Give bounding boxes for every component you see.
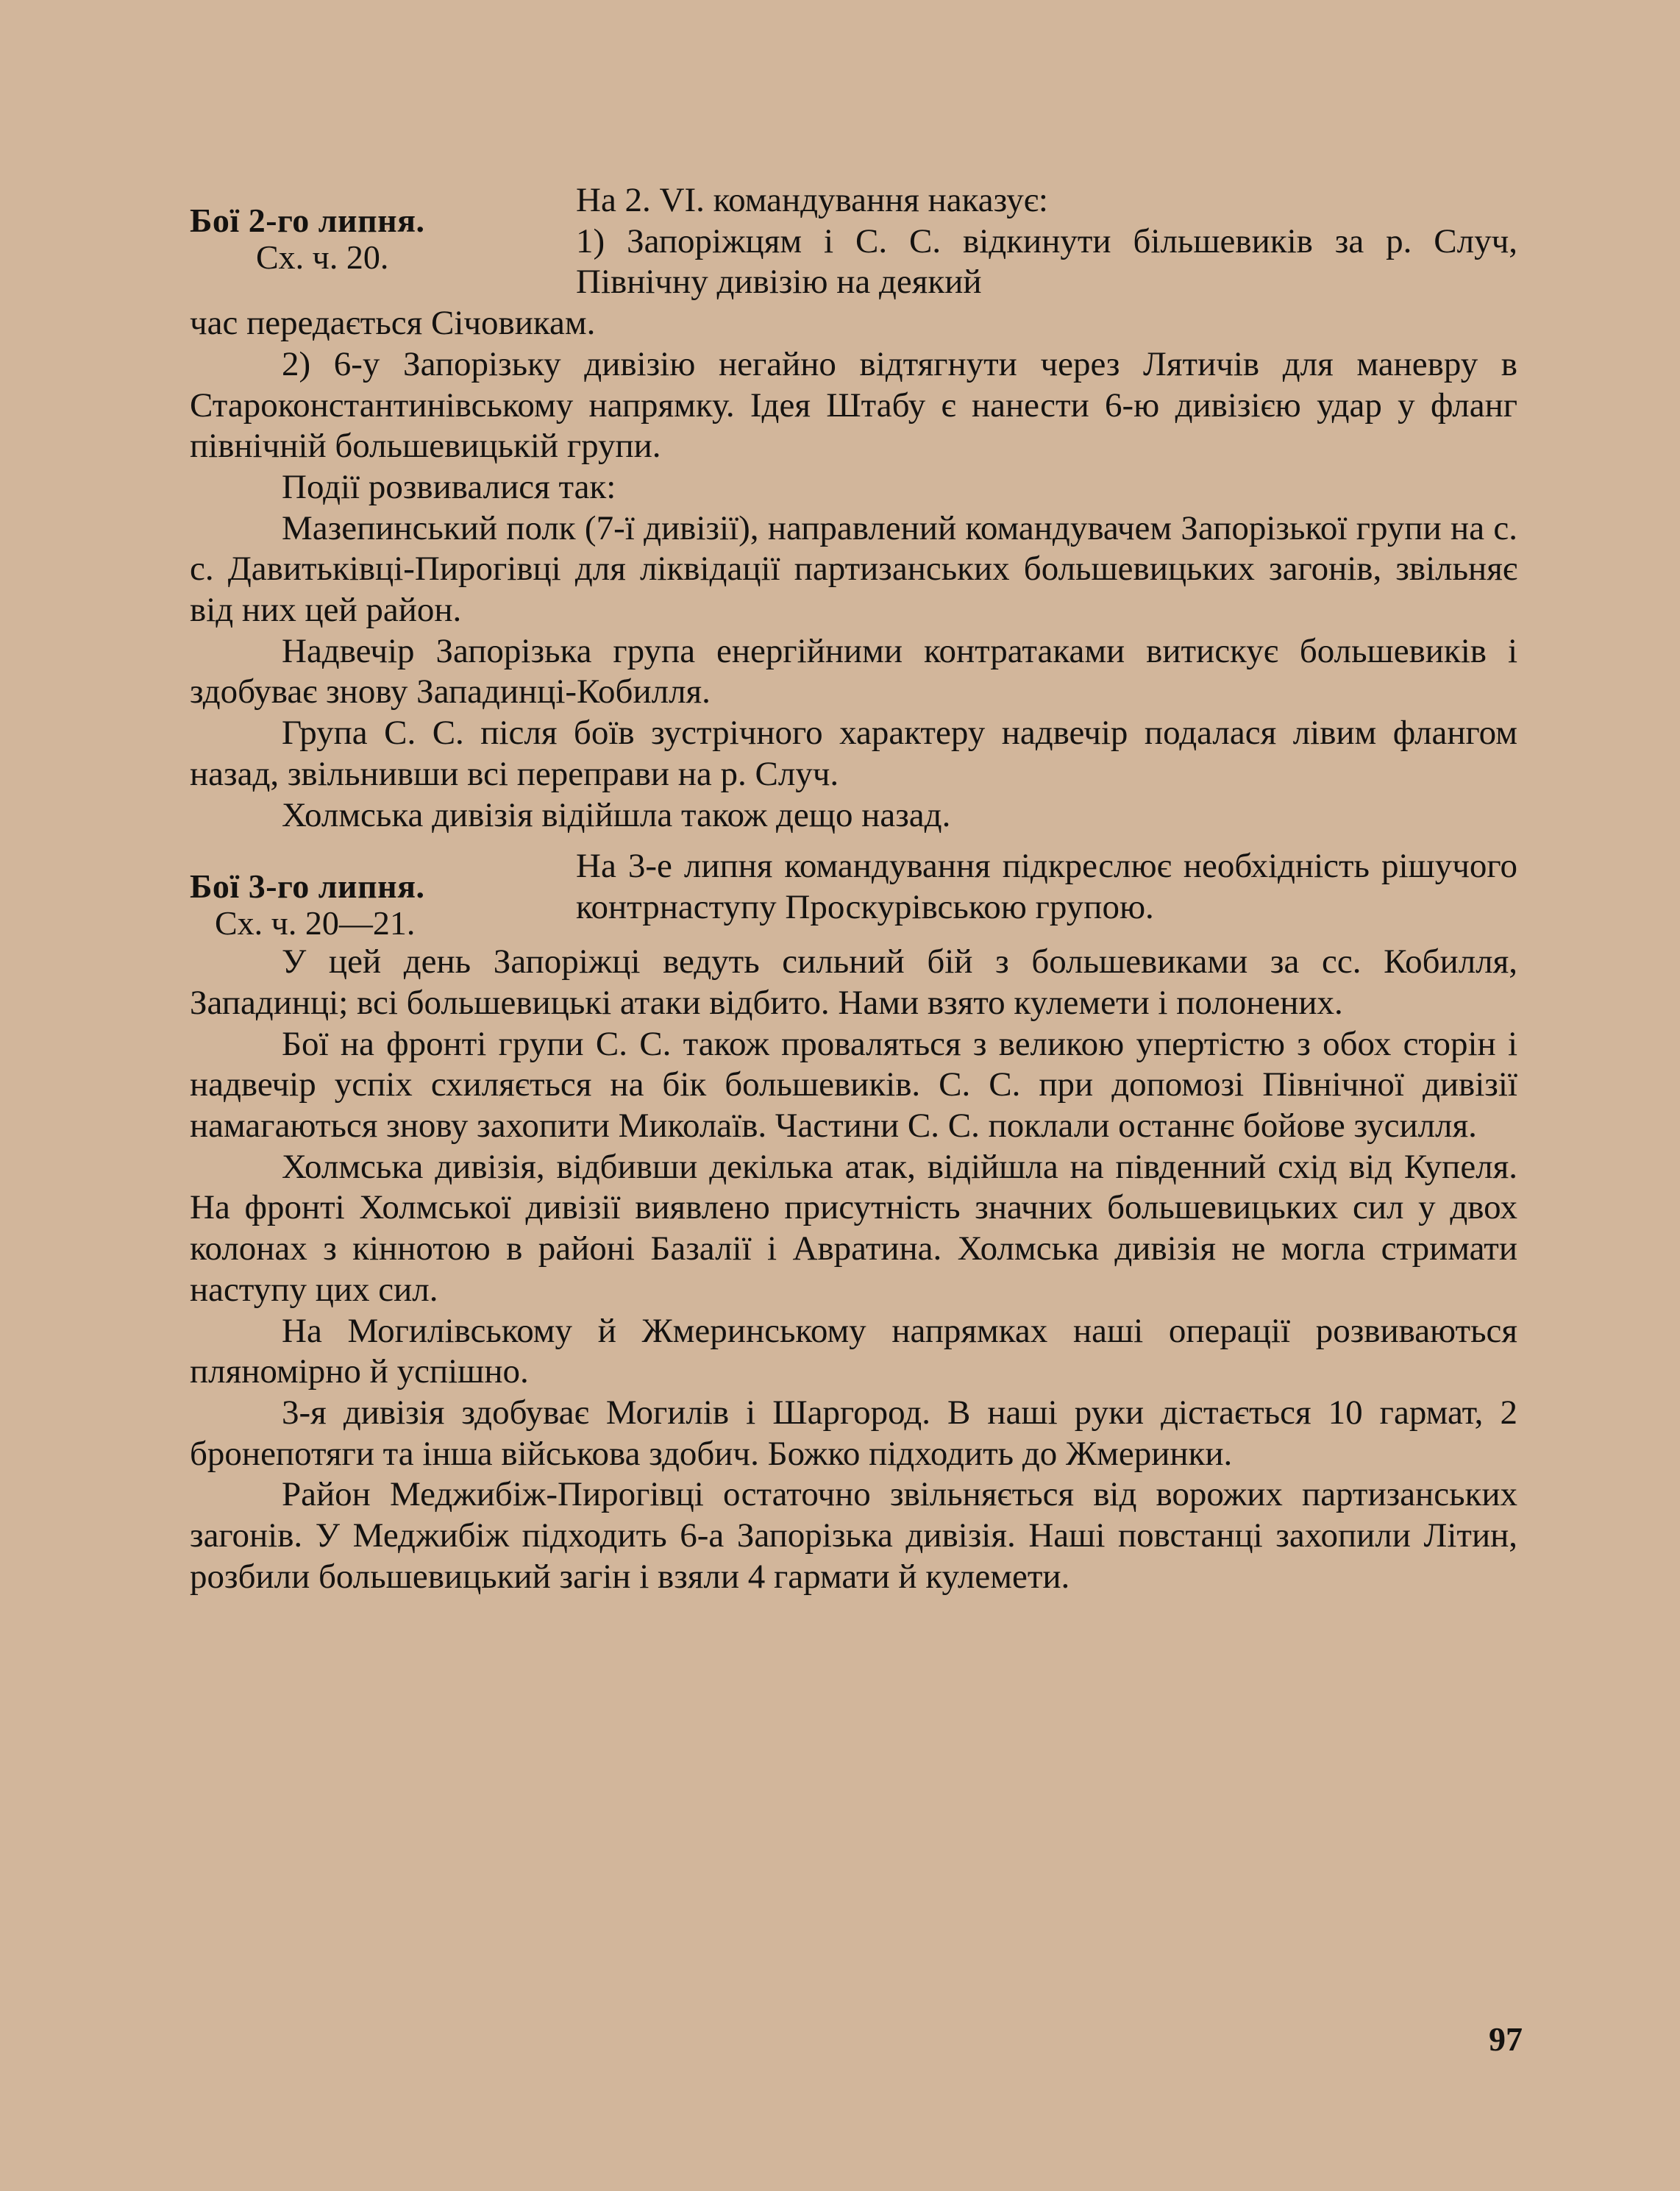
scheme-reference: Сх. ч. 20. bbox=[256, 238, 389, 276]
paragraph: час передається Січовикам. bbox=[190, 304, 596, 343]
paragraph: Група С. С. після боїв зустрічного характеру надвечір подалася лівим флангом назад, звільнивши всі переправи на р. Случ. bbox=[190, 714, 1517, 793]
paragraph: На Могилівському й Жмеринському напрямках наші операції розвиваються пляномірно й успішно. bbox=[190, 1311, 1517, 1391]
section-july-3-header bbox=[190, 846, 1517, 942]
paragraph: 3-я дивізія здобуває Могилів і Шаргород. В наші руки дістається 10 гармат, 2 бронепотяги та інша військова здобич. Божко підходить до Жмеринки. bbox=[190, 1393, 1517, 1473]
paragraph: Холмська дивізія, відбивши декілька атак, відійшла на південний схід від Купеля. На фронті Холмської дивізії виявлено присутність значних большевицьких сил у двох колонах з кіннотою в районі Базалії і Авратина. Холмська дивізія не могла стримати наступу цих сил. bbox=[190, 1147, 1517, 1309]
paragraph: Холмська дивізія відійшла також дещо назад. bbox=[282, 795, 951, 834]
side-text bbox=[576, 180, 1517, 303]
paragraph: Надвечір Запорізька група енергійними контратаками витискує большевиків і здобуває знову Западинці-Кобилля. bbox=[190, 631, 1517, 711]
paragraph: На 3-е липня командування підкреслює необхідність рішучого контрнаступу Проскурівською групою. bbox=[576, 847, 1517, 926]
margin-note bbox=[190, 846, 576, 942]
paragraph: Бої на фронті групи С. С. також проваляться з великою упертістю з обох сторін і надвечір успіх схиляється на бік большевиків. С. С. при допомозі Північної дивізії намагаються знову захопити Миколаїв. Частини С. С. поклали останнє бойове зусилля. bbox=[190, 1024, 1517, 1146]
section-heading: Бої 2-го липня. bbox=[190, 202, 425, 239]
scheme-reference: Сх. ч. 20—21. bbox=[215, 904, 416, 942]
paragraph: У цей день Запоріжці ведуть сильний бій з большевиками за сс. Кобилля, Западинці; всі большевицькі атаки відбито. Нами взято кулемети і полонених. bbox=[190, 942, 1517, 1022]
paragraph: 1) Запоріжцям і С. С. відкинути більшевиків за р. Случ, Північну дивізію на деякий bbox=[576, 221, 1517, 302]
margin-note bbox=[190, 180, 576, 276]
section-july-2-header bbox=[190, 180, 1517, 303]
section-gap bbox=[190, 836, 1517, 846]
page-number: 97 bbox=[1489, 2020, 1523, 2058]
paragraph: Події розвивалися так: bbox=[282, 467, 616, 506]
paragraph: 2) 6-у Запорізьку дивізію негайно відтягнути через Лятичів для маневру в Староконстантинівському напрямку. Ідея Штабу є нанести 6-ю дивізією удар у фланг північній большевицькій групи. bbox=[190, 344, 1517, 466]
side-text bbox=[576, 846, 1517, 928]
paragraph: На 2. VI. командування наказує: bbox=[576, 181, 1048, 219]
paragraph: Мазепинський полк (7-ї дивізії), направлений командувачем Запорізької групи на с. с. Давитьківці-Пирогівці для ліквідації партизанських большевицьких загонів, звільняє від них цей район. bbox=[190, 508, 1517, 630]
page-text bbox=[190, 180, 1517, 1598]
section-heading: Бої 3-го липня. bbox=[190, 867, 425, 906]
paragraph: Район Меджибіж-Пирогівці остаточно звільняється від ворожих партизанських загонів. У Меджибіж підходить 6-а Запорізька дивізія. Наші повстанці захопили Літин, розбили большевицький загін і взяли 4 гармати й кулемети. bbox=[190, 1475, 1517, 1596]
